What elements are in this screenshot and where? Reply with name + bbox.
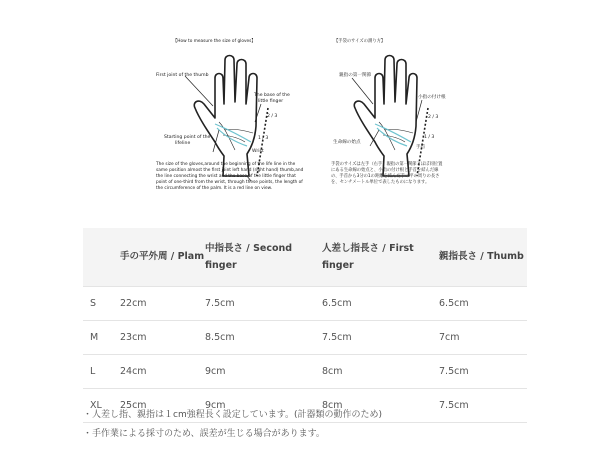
header-first-finger: 人差し指長さ / First finger (322, 242, 414, 271)
note-item: ・手作業による採寸のため、誤差が生じる場合があります。 (83, 429, 325, 439)
cell-size: M (90, 331, 99, 343)
diagram-title-jp: 【手袋のサイズの測り方】 (334, 39, 386, 44)
cell-first-finger: 6.5cm (322, 297, 352, 309)
cell-first-finger: 8cm (322, 365, 343, 377)
header-palm: 手の平外周 / Plam (120, 251, 205, 263)
cell-size: L (90, 365, 96, 377)
caption-jp: 手袋のサイズは左手（右手）親指の第一関節とほぼ同位置にある生命線の始点と、小指の付け根と手首を結んだ線の、手首から3分の1の距離を結んだ手の平の周りの長さを、センチメートル単位で表したものになります。 (331, 162, 443, 185)
label-ratio-top-en: 2 / 3 (267, 114, 278, 119)
cell-thumb: 7cm (439, 331, 460, 343)
size-table (83, 228, 527, 423)
label-start-point-en-1: Starting point of the (164, 135, 211, 140)
label-lifeline-jp: 生命線の始点 (333, 140, 361, 145)
label-first-joint-jp: 親指の第一関節 (339, 73, 372, 78)
cell-palm: 22cm (120, 297, 147, 309)
label-ratio-top-jp: 2 / 3 (428, 115, 439, 120)
table-header-row (83, 228, 527, 286)
label-ratio-bottom-en: 1 / 3 (258, 136, 269, 141)
cell-second-finger: 9cm (205, 365, 226, 377)
hand-outline-jp (330, 38, 450, 213)
header-thumb: 親指長さ / Thumb (439, 251, 524, 263)
cell-palm: 23cm (120, 331, 147, 343)
notes (83, 406, 382, 444)
cell-palm: 25cm (120, 399, 147, 411)
cell-size: S (90, 297, 97, 309)
cell-thumb: 6.5cm (439, 297, 469, 309)
label-first-joint-en: First joint of the thumb (156, 73, 209, 78)
label-wrist-jp: 手首 (416, 145, 426, 150)
note-item: ・人差し指、親指は１cm強程長く設定しています。(計器類の動作のため) (83, 410, 383, 420)
cell-second-finger: 9cm (205, 399, 226, 411)
cell-first-finger: 7.5cm (322, 331, 352, 343)
cell-thumb: 7.5cm (439, 399, 469, 411)
cell-first-finger: 8cm (322, 399, 343, 411)
table-row (83, 354, 527, 388)
cell-palm: 24cm (120, 365, 147, 377)
table-row (83, 320, 527, 354)
diagram-title-en: 【How to measure the size of gloves】 (173, 39, 256, 44)
label-wrist-en: Wrist (252, 149, 264, 154)
cell-size: XL (90, 399, 102, 411)
header-size (83, 228, 120, 286)
hand-diagram-jp (330, 38, 450, 213)
label-ratio-bottom-jp: 1 / 3 (424, 135, 435, 140)
label-little-base-en-1: The base of the (254, 93, 290, 98)
label-start-point-en-2: lifeline (175, 141, 191, 146)
cell-thumb: 7.5cm (439, 365, 469, 377)
header-second-finger: 中指長さ / Second finger (205, 242, 293, 271)
label-little-base-jp: 小指の付け根 (418, 95, 446, 100)
label-little-base-en-2: little finger (258, 99, 284, 104)
caption-en: The size of the gloves,around the beginning of the life line in the same position almost the first joint left hand (right hand) thumb,and the line connecting the wrist and the base of the little finger that point of one-third from the wrist, through these points, the length of the circumference of the palm. It is a red line on view. (156, 162, 304, 191)
hand-diagram-en (155, 38, 325, 213)
cell-second-finger: 8.5cm (205, 331, 235, 343)
table-row (83, 286, 527, 320)
cell-second-finger: 7.5cm (205, 297, 235, 309)
